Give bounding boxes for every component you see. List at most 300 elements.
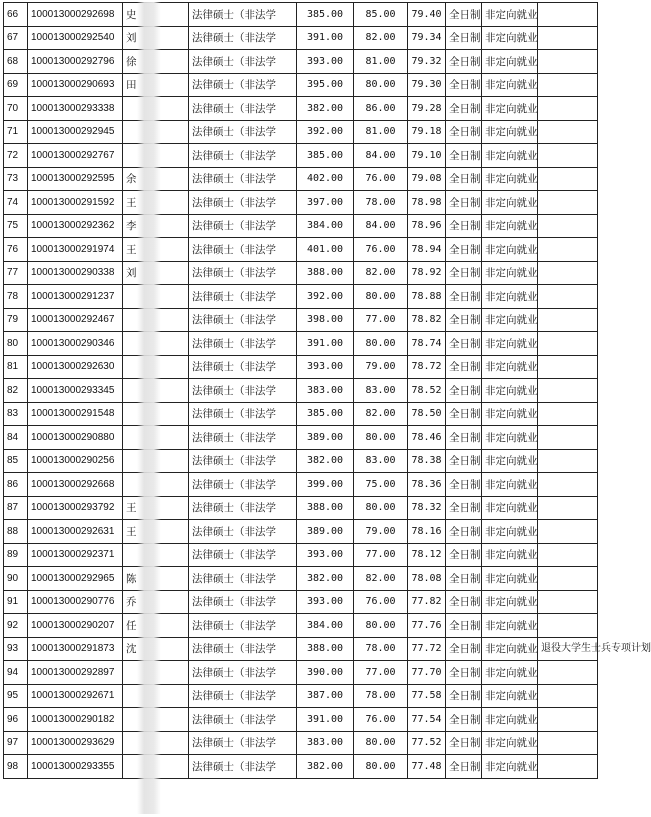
table-row <box>4 402 598 426</box>
note-cell <box>538 167 598 191</box>
sequence-cell: 83 <box>4 402 28 426</box>
name-cell <box>123 520 189 544</box>
total-score-cell: 78.52 <box>408 379 446 403</box>
retest-score-cell: 76.00 <box>354 238 408 262</box>
sequence-cell: 88 <box>4 520 28 544</box>
study-mode-cell: 全日制 <box>446 426 482 450</box>
note-cell <box>538 308 598 332</box>
retest-score-cell: 77.00 <box>354 308 408 332</box>
initial-score-cell: 389.00 <box>297 520 354 544</box>
sequence-cell: 95 <box>4 684 28 708</box>
major-cell: 法律硕士（非法学 <box>189 120 297 144</box>
sequence-cell: 78 <box>4 285 28 309</box>
total-score-cell: 79.32 <box>408 50 446 74</box>
note-cell <box>538 402 598 426</box>
student-name: 陈 <box>126 572 137 585</box>
major-cell: 法律硕士（非法学 <box>189 73 297 97</box>
retest-score-cell: 80.00 <box>354 426 408 450</box>
employment-type-cell: 非定向就业 <box>482 26 538 50</box>
table-row <box>4 285 598 309</box>
total-score-cell: 78.94 <box>408 238 446 262</box>
note-cell <box>538 238 598 262</box>
student-name: 史 <box>126 8 137 21</box>
exam-id-cell: 100013000293338 <box>28 97 123 121</box>
sequence-cell: 85 <box>4 449 28 473</box>
major-cell: 法律硕士（非法学 <box>189 214 297 238</box>
total-score-cell: 78.82 <box>408 308 446 332</box>
total-score-cell: 77.58 <box>408 684 446 708</box>
major-cell: 法律硕士（非法学 <box>189 167 297 191</box>
study-mode-cell: 全日制 <box>446 379 482 403</box>
name-cell <box>123 144 189 168</box>
name-cell <box>123 473 189 497</box>
initial-score-cell: 390.00 <box>297 661 354 685</box>
total-score-cell: 79.10 <box>408 144 446 168</box>
name-cell <box>123 637 189 661</box>
initial-score-cell: 388.00 <box>297 496 354 520</box>
note-cell <box>538 73 598 97</box>
exam-id-cell: 100013000291592 <box>28 191 123 215</box>
exam-id-cell: 100013000292467 <box>28 308 123 332</box>
major-cell: 法律硕士（非法学 <box>189 567 297 591</box>
table-row <box>4 191 598 215</box>
table-row <box>4 261 598 285</box>
major-cell: 法律硕士（非法学 <box>189 543 297 567</box>
note-cell <box>538 543 598 567</box>
total-score-cell: 78.36 <box>408 473 446 497</box>
note-cell <box>538 590 598 614</box>
retest-score-cell: 82.00 <box>354 261 408 285</box>
table-row <box>4 308 598 332</box>
sequence-cell: 80 <box>4 332 28 356</box>
major-cell: 法律硕士（非法学 <box>189 402 297 426</box>
sequence-cell: 98 <box>4 755 28 779</box>
major-cell: 法律硕士（非法学 <box>189 661 297 685</box>
major-cell: 法律硕士（非法学 <box>189 496 297 520</box>
note-cell <box>538 285 598 309</box>
total-score-cell: 78.16 <box>408 520 446 544</box>
note-cell <box>538 379 598 403</box>
study-mode-cell: 全日制 <box>446 402 482 426</box>
name-cell <box>123 261 189 285</box>
study-mode-cell: 全日制 <box>446 543 482 567</box>
initial-score-cell: 391.00 <box>297 332 354 356</box>
total-score-cell: 78.96 <box>408 214 446 238</box>
study-mode-cell: 全日制 <box>446 755 482 779</box>
study-mode-cell: 全日制 <box>446 567 482 591</box>
study-mode-cell: 全日制 <box>446 614 482 638</box>
sequence-cell: 81 <box>4 355 28 379</box>
initial-score-cell: 395.00 <box>297 73 354 97</box>
study-mode-cell: 全日制 <box>446 144 482 168</box>
exam-id-cell: 100013000292668 <box>28 473 123 497</box>
student-name: 沈 <box>126 643 137 656</box>
name-cell <box>123 543 189 567</box>
student-name: 李 <box>126 220 137 233</box>
total-score-cell: 78.08 <box>408 567 446 591</box>
employment-type-cell: 非定向就业 <box>482 167 538 191</box>
table-row <box>4 755 598 779</box>
table-row <box>4 379 598 403</box>
employment-type-cell: 非定向就业 <box>482 238 538 262</box>
initial-score-cell: 388.00 <box>297 261 354 285</box>
study-mode-cell: 全日制 <box>446 50 482 74</box>
exam-id-cell: 100013000291548 <box>28 402 123 426</box>
name-cell <box>123 684 189 708</box>
major-cell: 法律硕士（非法学 <box>189 637 297 661</box>
sequence-cell: 71 <box>4 120 28 144</box>
study-mode-cell: 全日制 <box>446 520 482 544</box>
study-mode-cell: 全日制 <box>446 449 482 473</box>
name-cell <box>123 332 189 356</box>
note-cell <box>538 191 598 215</box>
name-cell <box>123 614 189 638</box>
name-cell <box>123 73 189 97</box>
table-row <box>4 684 598 708</box>
total-score-cell: 78.50 <box>408 402 446 426</box>
employment-type-cell: 非定向就业 <box>482 379 538 403</box>
retest-score-cell: 83.00 <box>354 379 408 403</box>
table-row <box>4 238 598 262</box>
employment-type-cell: 非定向就业 <box>482 50 538 74</box>
table-row <box>4 473 598 497</box>
initial-score-cell: 382.00 <box>297 97 354 121</box>
total-score-cell: 78.74 <box>408 332 446 356</box>
table-row <box>4 73 598 97</box>
total-score-cell: 78.92 <box>408 261 446 285</box>
total-score-cell: 77.52 <box>408 731 446 755</box>
student-name: 刘 <box>126 32 137 45</box>
sequence-cell: 74 <box>4 191 28 215</box>
study-mode-cell: 全日制 <box>446 238 482 262</box>
table-row <box>4 543 598 567</box>
employment-type-cell: 非定向就业 <box>482 355 538 379</box>
sequence-cell: 73 <box>4 167 28 191</box>
major-cell: 法律硕士（非法学 <box>189 473 297 497</box>
retest-score-cell: 78.00 <box>354 684 408 708</box>
sequence-cell: 90 <box>4 567 28 591</box>
major-cell: 法律硕士（非法学 <box>189 308 297 332</box>
name-cell <box>123 755 189 779</box>
retest-score-cell: 82.00 <box>354 26 408 50</box>
table-row <box>4 637 598 661</box>
sequence-cell: 96 <box>4 708 28 732</box>
name-cell <box>123 496 189 520</box>
initial-score-cell: 398.00 <box>297 308 354 332</box>
note-cell <box>538 755 598 779</box>
table-row <box>4 144 598 168</box>
study-mode-cell: 全日制 <box>446 661 482 685</box>
exam-id-cell: 100013000292767 <box>28 144 123 168</box>
employment-type-cell: 非定向就业 <box>482 426 538 450</box>
name-cell <box>123 590 189 614</box>
employment-type-cell: 非定向就业 <box>482 73 538 97</box>
employment-type-cell: 非定向就业 <box>482 120 538 144</box>
student-name: 王 <box>126 196 137 209</box>
name-cell <box>123 708 189 732</box>
total-score-cell: 78.12 <box>408 543 446 567</box>
student-name: 田 <box>126 79 137 92</box>
employment-type-cell: 非定向就业 <box>482 567 538 591</box>
exam-id-cell: 100013000293792 <box>28 496 123 520</box>
note-cell <box>538 567 598 591</box>
sequence-cell: 89 <box>4 543 28 567</box>
study-mode-cell: 全日制 <box>446 308 482 332</box>
total-score-cell: 78.88 <box>408 285 446 309</box>
table-row <box>4 214 598 238</box>
note-cell <box>538 3 598 27</box>
study-mode-cell: 全日制 <box>446 261 482 285</box>
note-cell <box>538 426 598 450</box>
total-score-cell: 77.82 <box>408 590 446 614</box>
major-cell: 法律硕士（非法学 <box>189 191 297 215</box>
name-cell <box>123 26 189 50</box>
initial-score-cell: 385.00 <box>297 3 354 27</box>
sequence-cell: 91 <box>4 590 28 614</box>
note-cell <box>538 355 598 379</box>
major-cell: 法律硕士（非法学 <box>189 26 297 50</box>
study-mode-cell: 全日制 <box>446 26 482 50</box>
sequence-cell: 66 <box>4 3 28 27</box>
initial-score-cell: 397.00 <box>297 191 354 215</box>
initial-score-cell: 385.00 <box>297 402 354 426</box>
study-mode-cell: 全日制 <box>446 214 482 238</box>
study-mode-cell: 全日制 <box>446 473 482 497</box>
major-cell: 法律硕士（非法学 <box>189 755 297 779</box>
sequence-cell: 69 <box>4 73 28 97</box>
employment-type-cell: 非定向就业 <box>482 590 538 614</box>
retest-score-cell: 80.00 <box>354 285 408 309</box>
employment-type-cell: 非定向就业 <box>482 684 538 708</box>
name-cell <box>123 214 189 238</box>
total-score-cell: 78.46 <box>408 426 446 450</box>
employment-type-cell: 非定向就业 <box>482 261 538 285</box>
table-row <box>4 332 598 356</box>
table-row <box>4 97 598 121</box>
retest-score-cell: 84.00 <box>354 144 408 168</box>
study-mode-cell: 全日制 <box>446 3 482 27</box>
initial-score-cell: 392.00 <box>297 285 354 309</box>
name-cell <box>123 191 189 215</box>
table-body <box>4 3 651 779</box>
retest-score-cell: 84.00 <box>354 214 408 238</box>
employment-type-cell: 非定向就业 <box>482 755 538 779</box>
note-cell <box>538 97 598 121</box>
study-mode-cell: 全日制 <box>446 496 482 520</box>
retest-score-cell: 80.00 <box>354 614 408 638</box>
sequence-cell: 94 <box>4 661 28 685</box>
exam-id-cell: 100013000290182 <box>28 708 123 732</box>
table-row <box>4 3 598 27</box>
employment-type-cell: 非定向就业 <box>482 637 538 661</box>
major-cell: 法律硕士（非法学 <box>189 355 297 379</box>
note-cell <box>538 684 598 708</box>
major-cell: 法律硕士（非法学 <box>189 3 297 27</box>
major-cell: 法律硕士（非法学 <box>189 590 297 614</box>
table-row <box>4 355 598 379</box>
study-mode-cell: 全日制 <box>446 73 482 97</box>
sequence-cell: 97 <box>4 731 28 755</box>
major-cell: 法律硕士（非法学 <box>189 144 297 168</box>
total-score-cell: 78.98 <box>408 191 446 215</box>
exam-id-cell: 100013000292362 <box>28 214 123 238</box>
student-name: 任 <box>126 619 137 632</box>
student-name: 王 <box>126 243 137 256</box>
name-cell <box>123 731 189 755</box>
employment-type-cell: 非定向就业 <box>482 308 538 332</box>
employment-type-cell: 非定向就业 <box>482 3 538 27</box>
note-cell <box>538 473 598 497</box>
retest-score-cell: 80.00 <box>354 755 408 779</box>
note-cell <box>538 214 598 238</box>
table-row <box>4 567 598 591</box>
note-cell <box>538 496 598 520</box>
total-score-cell: 77.76 <box>408 614 446 638</box>
name-cell <box>123 567 189 591</box>
total-score-cell: 78.38 <box>408 449 446 473</box>
major-cell: 法律硕士（非法学 <box>189 520 297 544</box>
note-cell <box>538 520 598 544</box>
initial-score-cell: 384.00 <box>297 614 354 638</box>
retest-score-cell: 79.00 <box>354 520 408 544</box>
total-score-cell: 79.34 <box>408 26 446 50</box>
major-cell: 法律硕士（非法学 <box>189 731 297 755</box>
employment-type-cell: 非定向就业 <box>482 449 538 473</box>
study-mode-cell: 全日制 <box>446 708 482 732</box>
note-cell: 退役大学生士兵专项计划 <box>538 637 598 661</box>
total-score-cell: 78.72 <box>408 355 446 379</box>
student-name: 余 <box>126 173 137 186</box>
study-mode-cell: 全日制 <box>446 97 482 121</box>
initial-score-cell: 389.00 <box>297 426 354 450</box>
note-cell <box>538 661 598 685</box>
table-row <box>4 496 598 520</box>
initial-score-cell: 391.00 <box>297 708 354 732</box>
exam-id-cell: 100013000290693 <box>28 73 123 97</box>
table-row <box>4 120 598 144</box>
table-row <box>4 426 598 450</box>
exam-id-cell: 100013000290256 <box>28 449 123 473</box>
initial-score-cell: 402.00 <box>297 167 354 191</box>
name-cell <box>123 661 189 685</box>
name-cell <box>123 3 189 27</box>
exam-id-cell: 100013000292671 <box>28 684 123 708</box>
study-mode-cell: 全日制 <box>446 285 482 309</box>
retest-score-cell: 78.00 <box>354 637 408 661</box>
study-mode-cell: 全日制 <box>446 590 482 614</box>
total-score-cell: 79.40 <box>408 3 446 27</box>
name-cell <box>123 355 189 379</box>
table-row <box>4 708 598 732</box>
student-name: 王 <box>126 525 137 538</box>
initial-score-cell: 384.00 <box>297 214 354 238</box>
sequence-cell: 72 <box>4 144 28 168</box>
note-cell <box>538 26 598 50</box>
sequence-cell: 79 <box>4 308 28 332</box>
major-cell: 法律硕士（非法学 <box>189 426 297 450</box>
name-cell <box>123 402 189 426</box>
sequence-cell: 77 <box>4 261 28 285</box>
employment-type-cell: 非定向就业 <box>482 285 538 309</box>
note-cell <box>538 261 598 285</box>
name-cell <box>123 379 189 403</box>
initial-score-cell: 401.00 <box>297 238 354 262</box>
name-cell <box>123 449 189 473</box>
major-cell: 法律硕士（非法学 <box>189 97 297 121</box>
total-score-cell: 79.28 <box>408 97 446 121</box>
exam-id-cell: 100013000292796 <box>28 50 123 74</box>
exam-id-cell: 100013000293345 <box>28 379 123 403</box>
study-mode-cell: 全日制 <box>446 332 482 356</box>
name-cell <box>123 50 189 74</box>
exam-id-cell: 100013000292698 <box>28 3 123 27</box>
initial-score-cell: 393.00 <box>297 543 354 567</box>
table-row <box>4 614 598 638</box>
retest-score-cell: 81.00 <box>354 50 408 74</box>
employment-type-cell: 非定向就业 <box>482 661 538 685</box>
total-score-cell: 79.30 <box>408 73 446 97</box>
total-score-cell: 77.72 <box>408 637 446 661</box>
total-score-cell: 77.70 <box>408 661 446 685</box>
exam-id-cell: 100013000290880 <box>28 426 123 450</box>
table-row <box>4 167 598 191</box>
name-cell <box>123 426 189 450</box>
study-mode-cell: 全日制 <box>446 731 482 755</box>
major-cell: 法律硕士（非法学 <box>189 261 297 285</box>
name-cell <box>123 120 189 144</box>
name-cell <box>123 308 189 332</box>
retest-score-cell: 82.00 <box>354 402 408 426</box>
exam-id-cell: 100013000292371 <box>28 543 123 567</box>
initial-score-cell: 388.00 <box>297 637 354 661</box>
sequence-cell: 76 <box>4 238 28 262</box>
study-mode-cell: 全日制 <box>446 167 482 191</box>
retest-score-cell: 80.00 <box>354 73 408 97</box>
sequence-cell: 93 <box>4 637 28 661</box>
study-mode-cell: 全日制 <box>446 355 482 379</box>
note-cell <box>538 731 598 755</box>
exam-id-cell: 100013000290346 <box>28 332 123 356</box>
major-cell: 法律硕士（非法学 <box>189 449 297 473</box>
major-cell: 法律硕士（非法学 <box>189 684 297 708</box>
employment-type-cell: 非定向就业 <box>482 496 538 520</box>
note-cell <box>538 144 598 168</box>
employment-type-cell: 非定向就业 <box>482 614 538 638</box>
employment-type-cell: 非定向就业 <box>482 214 538 238</box>
employment-type-cell: 非定向就业 <box>482 731 538 755</box>
employment-type-cell: 非定向就业 <box>482 402 538 426</box>
name-cell <box>123 285 189 309</box>
table-row <box>4 731 598 755</box>
total-score-cell: 79.18 <box>408 120 446 144</box>
sequence-cell: 87 <box>4 496 28 520</box>
study-mode-cell: 全日制 <box>446 637 482 661</box>
table-row <box>4 590 598 614</box>
exam-id-cell: 100013000292631 <box>28 520 123 544</box>
note-cell <box>538 708 598 732</box>
major-cell: 法律硕士（非法学 <box>189 238 297 262</box>
major-cell: 法律硕士（非法学 <box>189 50 297 74</box>
table-row <box>4 449 598 473</box>
student-name: 刘 <box>126 267 137 280</box>
retest-score-cell: 83.00 <box>354 449 408 473</box>
table-row <box>4 26 598 50</box>
retest-score-cell: 82.00 <box>354 567 408 591</box>
study-mode-cell: 全日制 <box>446 684 482 708</box>
retest-score-cell: 76.00 <box>354 708 408 732</box>
exam-id-cell: 100013000292630 <box>28 355 123 379</box>
sequence-cell: 70 <box>4 97 28 121</box>
